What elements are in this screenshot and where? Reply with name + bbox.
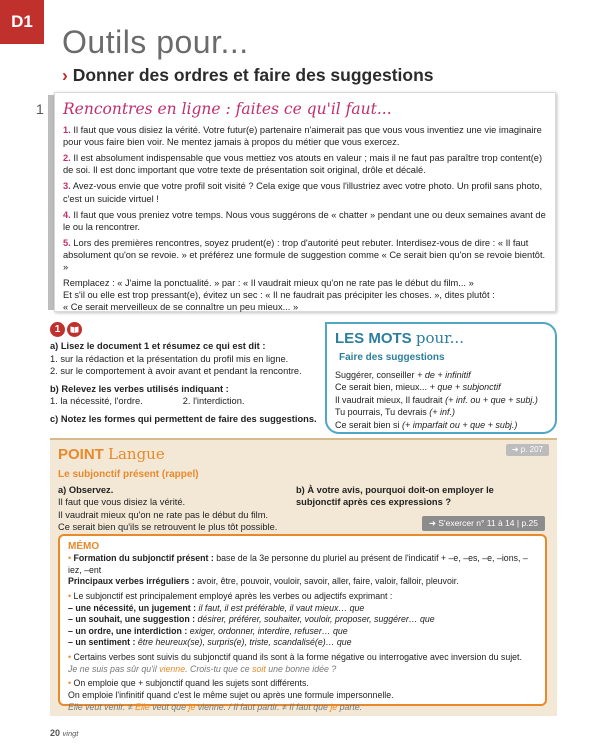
exercise-reference[interactable]: ➜ S'exercer n° 11 à 14 | p.25: [422, 516, 545, 531]
les-mots-box: [325, 322, 557, 434]
memo-final-example: Elle veut venir. ≠ Elle veut que je vienne. / Il faut partir. ≠ Il faut que je parte.: [68, 701, 363, 712]
exercise-a2: 2. sur le comportement à avoir avant et pendant la rencontre.: [50, 366, 302, 377]
memo-usage-intro: • Le subjonctif est principalement employé après les verbes ou adjectifs exprimant :: [68, 591, 393, 602]
mots-line-3: Il vaudrait mieux, Il faudrait (+ inf. ou + que + subj.): [335, 394, 538, 405]
memo-box: [58, 534, 547, 712]
memo-formation: • Formation du subjonctif présent : base de la 3e personne du pluriel au présent de l'indicatif + –e, –es, –e, –ions, –iez, –ent: [68, 553, 528, 575]
exercise-c: c) Notez les formes qui permettent de faire des suggestions.: [50, 413, 317, 424]
document-extra-line: Remplacez : « J'aime la ponctualité. » par : « Il vaudrait mieux qu'on ne rate pas le début du film... »: [63, 278, 474, 288]
page-word: vingt: [62, 729, 79, 738]
document-extra-line: « Ce serait merveilleux de se connaître un peu mieux... »: [63, 302, 299, 313]
question-block: b) À votre avis, pourquoi doit-on employer le subjonctif après ces expressions ?: [296, 484, 494, 508]
exercise-b: b) Relevez les verbes utilisés indiquant :: [50, 383, 229, 394]
observe-block: [58, 484, 296, 534]
observe-line: Ce serait bien qu'ils se retrouvent le plus tôt possible.: [58, 522, 278, 533]
book-icon: [67, 322, 82, 337]
memo-title: MÉMO: [68, 541, 100, 552]
les-mots-subtitle: Faire des suggestions: [339, 351, 445, 363]
memo-usage: – un souhait, une suggestion : désirer, préférer, souhaiter, vouloir, proposer, suggérer… que: [68, 614, 435, 625]
document-item: 4. Il faut que vous preniez votre temps. Nous vous suggérons de « chatter » pendant une ou deux semaines avant de le ou la rencontrer.: [63, 209, 546, 232]
arrow-right-icon: ➜: [428, 518, 439, 528]
exercise-number-icon: 1: [50, 322, 65, 337]
memo-usage: – une nécessité, un jugement : il faut, il est préférable, il vaut mieux… que: [68, 602, 365, 613]
page-footer: [50, 728, 78, 740]
chevron-right-icon: ›: [62, 65, 68, 85]
les-mots-title: LES MOTS pour...: [335, 329, 464, 347]
memo-certain: • Certains verbes sont suivis du subjonctif quand ils sont à la forme négative ou interrogative avec inversion du sujet.: [68, 652, 522, 663]
exercise-icons: [50, 322, 82, 337]
exercise-a: a) Lisez le document 1 et résumez ce qui est dit :: [50, 341, 266, 351]
document-item: 2. Il est absolument indispensable que vous mettiez vos atouts en valeur ; mais il ne faut pas paraître trop content(e) de soi. Il est donc important que votre texte de présentation soit original, drôle et décalé.: [63, 153, 543, 176]
observe-line: Il vaudrait mieux qu'on ne rate pas le début du film.: [58, 509, 269, 520]
memo-certain-example: Je ne suis pas sûr qu'il vienne. Crois-tu que ce soit une bonne idée ?: [68, 663, 337, 674]
point-langue-title: POINT Langue: [58, 445, 165, 463]
exercise-b-items: 1. la nécessité, l'ordre. 2. l'interdiction.: [50, 396, 245, 407]
page-title: Outils pour...: [62, 24, 249, 60]
observe-label: a) Observez.: [58, 484, 114, 495]
document-item: 3. Avez-vous envie que votre profil soit visité ? Cela exige que vous l'illustriez avec votre photo. Un profil sans photo, c'est un suicide virtuel !: [63, 181, 543, 204]
document-items: [63, 124, 547, 273]
page-reference: ➜ p. 207: [506, 444, 549, 456]
mots-line-2: Ce serait bien, mieux... + que + subjonctif: [335, 382, 501, 393]
memo-irreguliers: Principaux verbes irréguliers : avoir, être, pouvoir, vouloir, savoir, aller, faire, valoir, falloir, pleuvoir.: [68, 576, 459, 587]
document-number: 1: [36, 101, 44, 117]
mots-line-4: Tu pourrais, Tu devrais (+ inf.): [335, 407, 455, 418]
section-heading: [62, 64, 434, 87]
point-langue-subtitle: Le subjonctif présent (rappel): [58, 468, 199, 480]
document-card: [54, 92, 556, 312]
point-langue-box: [50, 438, 557, 716]
exercise-a1: 1. sur la rédaction et la présentation du profil mis en ligne.: [50, 353, 289, 364]
document-item: 5. Lors des premières rencontres, soyez prudent(e) : trop d'autorité peut rebuter. Interdisez-vous de dire : « Il faut absolument qu'on se revoie. » et préférez une formule de suggestion comme « Ce serait bien qu'on se revoie bientôt. »: [63, 237, 546, 272]
memo-infinitif: On emploie l'infinitif quand c'est le même sujet ou après une formule impersonnelle.: [68, 689, 394, 700]
arrow-right-icon: ➜: [511, 445, 521, 454]
memo-usage: – un ordre, une interdiction : exiger, ordonner, interdire, refuser… que: [68, 625, 348, 636]
unit-badge: D1: [0, 0, 44, 44]
document-item: 1. Il faut que vous disiez la vérité. Votre futur(e) partenaire n'aimerait pas que vous vous inventiez une vie imaginaire pour vous faire bien voir. Ne mentez jamais à propos du métier que vous exercez.: [63, 125, 542, 148]
page-number: 20: [50, 728, 61, 738]
memo-que-subjonctif: • On emploie que + subjonctif quand les sujets sont différents.: [68, 678, 309, 689]
mots-line-1: Suggérer, conseiller + de + infinitif: [335, 369, 471, 380]
mots-line-5: Ce serait bien si (+ imparfait ou + que + subj.): [335, 419, 518, 430]
memo-usage: – un sentiment : être heureux(se), surpris(e), triste, scandalisé(e)… que: [68, 637, 352, 648]
document-extra: [63, 277, 547, 313]
document-title: Rencontres en ligne : faites ce qu'il faut...: [63, 100, 392, 118]
observe-line: Il faut que vous disiez la vérité.: [58, 497, 186, 508]
exercise-block: [50, 340, 325, 425]
document-extra-line: Et s'il ou elle est trop pressant(e), évitez un sec : « Il ne faudrait pas précipiter les choses. », dites plutôt :: [63, 290, 495, 301]
section-heading-text: Donner des ordres et faire des suggestions: [72, 65, 434, 85]
